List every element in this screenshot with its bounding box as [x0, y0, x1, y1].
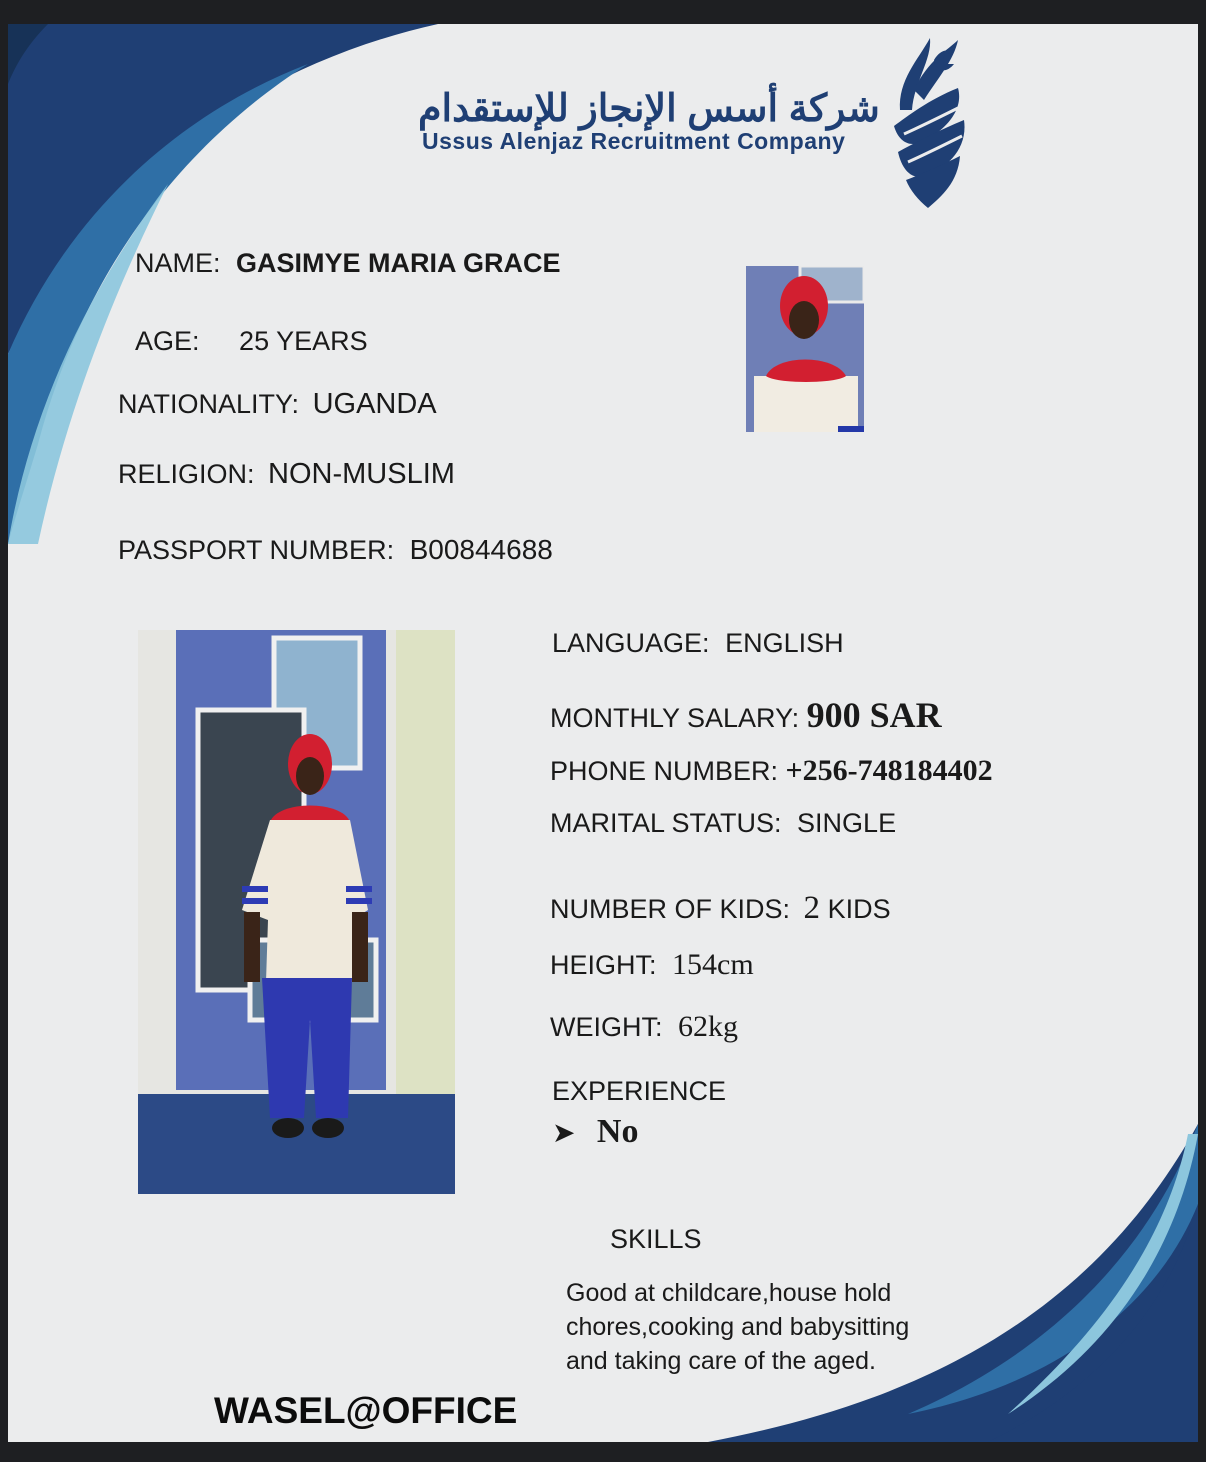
portrait-photo: [746, 266, 864, 432]
experience-row: [552, 1112, 638, 1151]
kids-unit: KIDS: [827, 894, 891, 924]
salary-label: MONTHLY SALARY:: [550, 703, 800, 733]
age-label: AGE:: [135, 326, 200, 356]
name-label: NAME:: [135, 248, 221, 278]
weight-label: WEIGHT:: [550, 1012, 663, 1042]
name-row: [135, 248, 561, 279]
height-label: HEIGHT:: [550, 950, 657, 980]
salary-value: 900 SAR: [806, 695, 942, 735]
name-value: GASIMYE MARIA GRACE: [236, 248, 561, 278]
kids-row: [550, 890, 891, 927]
weight-value: 62kg: [678, 1010, 739, 1043]
company-logo-icon: [888, 30, 974, 210]
experience-value: No: [596, 1113, 639, 1150]
religion-label: RELIGION:: [118, 459, 255, 489]
company-name-arabic: شركة أسس الإنجاز للإستقدام: [418, 88, 880, 130]
company-name-english: Ussus Alenjaz Recruitment Company: [422, 128, 846, 154]
experience-label: EXPERIENCE: [552, 1076, 727, 1106]
skills-heading: SKILLS: [610, 1224, 702, 1254]
arrow-bullet-icon: ➤: [552, 1117, 576, 1148]
height-row: [550, 948, 754, 982]
kids-label: NUMBER OF KIDS:: [550, 894, 791, 924]
skills-line: and taking care of the aged.: [566, 1347, 876, 1375]
marital-row: [550, 808, 896, 839]
salary-row: [550, 694, 942, 736]
cv-sheet: [8, 24, 1198, 1442]
language-row: [552, 628, 844, 659]
language-value: ENGLISH: [725, 628, 844, 658]
skills-line: Good at childcare,house hold: [566, 1279, 892, 1307]
full-body-photo: [138, 630, 455, 1194]
passport-value: B00844688: [409, 534, 553, 565]
nationality-label: NATIONALITY:: [118, 389, 300, 419]
passport-label: PASSPORT NUMBER:: [118, 535, 395, 565]
office-footer: WASEL@OFFICE: [214, 1390, 518, 1431]
marital-label: MARITAL STATUS:: [550, 808, 782, 838]
phone-row: [550, 754, 993, 788]
kids-count: 2: [803, 890, 821, 926]
age-row: [135, 326, 368, 357]
height-value: 154cm: [672, 948, 754, 981]
nationality-value: UGANDA: [312, 388, 437, 420]
age-value: 25 YEARS: [239, 326, 368, 356]
nationality-row: [118, 388, 437, 421]
skills-line: chores,cooking and babysitting: [566, 1313, 910, 1341]
language-label: LANGUAGE:: [552, 628, 710, 658]
passport-row: [118, 534, 553, 566]
phone-value: +256-748184402: [785, 754, 993, 787]
religion-value: NON-MUSLIM: [268, 458, 455, 490]
weight-row: [550, 1010, 738, 1044]
religion-row: [118, 458, 455, 491]
skills-text: [566, 1276, 909, 1378]
phone-label: PHONE NUMBER:: [550, 756, 779, 786]
marital-value: SINGLE: [797, 808, 897, 838]
